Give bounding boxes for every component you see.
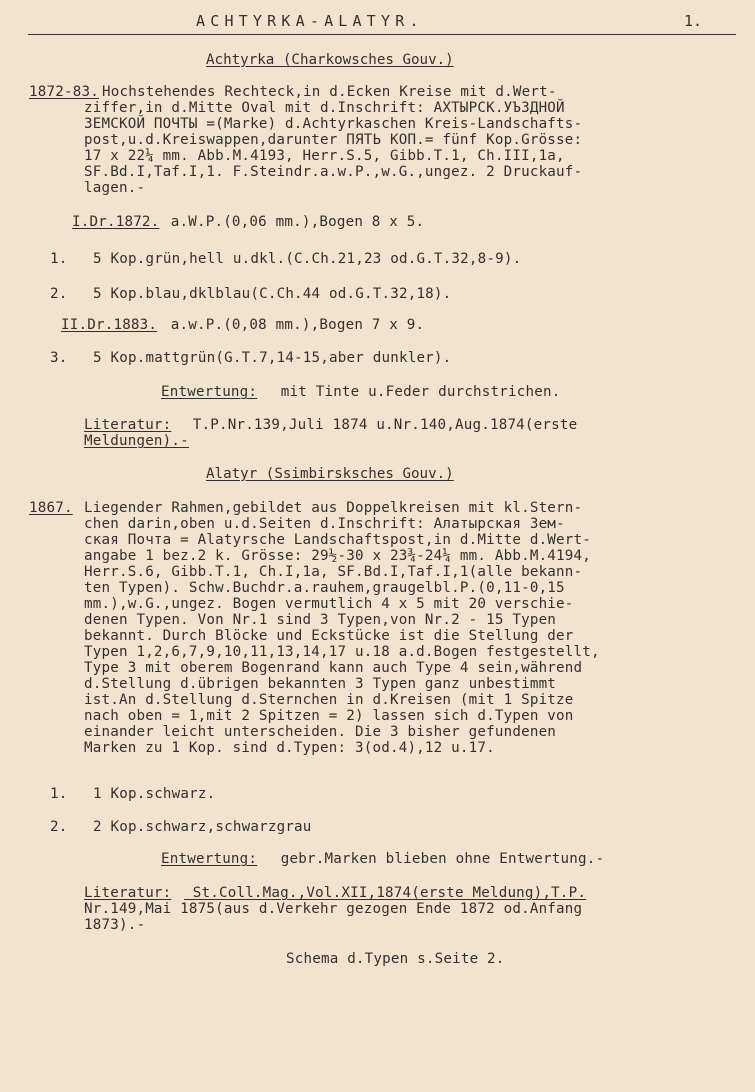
desc-line: Type 3 mit oberem Bogenrand kann auch Type 4 sein,während — [84, 660, 583, 676]
desc-line: ziffer,in d.Mitte Oval mit d.Inschrift: АХТЫРСК.УЪЗДНОЙ — [84, 100, 565, 116]
desc-line: nach oben = 1,mit 2 Spitzen = 2) lassen sich d.Typen von — [84, 708, 574, 724]
desc-line: mm.),w.G.,ungez. Bogen vermutlich 4 x 5 mit 20 verschie- — [84, 596, 574, 612]
desc-line: angabe 1 bez.2 k. Grösse: 29½-30 x 23¾-24¼ mm. Abb.M.4194, — [84, 548, 592, 564]
desc-line: bekannt. Durch Blöcke und Eckstücke ist die Stellung der — [84, 628, 574, 644]
item-text: 5 Kop.blau,dklblau(C.Ch.44 od.G.T.32,18). — [93, 286, 452, 302]
literature-text: St.Coll.Mag.,Vol.XII,1874(erste Meldung),T.P. — [184, 885, 587, 901]
desc-line: einander leicht unterscheiden. Die 3 bisher gefundenen — [84, 724, 557, 740]
issue-date-achtyrka: 1872-83. — [29, 84, 99, 100]
desc-line: denen Typen. Von Nr.1 sind 3 Typen,von Nr.2 - 15 Typen — [84, 612, 557, 628]
item-text: 1 Kop.schwarz. — [93, 786, 216, 802]
desc-line: ская Почта = Alatyrsche Landschaftspost,in d.Mitte d.Wert- — [84, 532, 592, 548]
literature-label: Literatur: — [84, 417, 172, 433]
desc-line: ist.An d.Stellung d.Sternchen in d.Kreisen (mit 1 Spitze — [84, 692, 574, 708]
desc-line: SF.Bd.I,Taf.I,1. F.Steindr.a.w.P.,w.G.,ungez. 2 Druckauf- — [84, 164, 583, 180]
page-header-title: ACHTYRKA-ALATYR. — [196, 12, 424, 30]
printing-text: a.W.P.(0,06 mm.),Bogen 8 x 5. — [162, 214, 425, 230]
printing-text: a.w.P.(0,08 mm.),Bogen 7 x 9. — [162, 317, 425, 333]
cancellation-label: Entwertung: — [161, 384, 258, 400]
literature-text: 1873).- — [84, 917, 146, 933]
desc-line: Herr.S.6, Gibb.T.1, Ch.I,1a, SF.Bd.I,Taf.I,1(alle bekann- — [84, 564, 583, 580]
issue-date-alatyr: 1867. — [29, 500, 73, 516]
cancellation-label: Entwertung: — [161, 851, 258, 867]
literature-label: Literatur: — [84, 885, 172, 901]
desc-line: ЗЕМСКОЙ ПОЧТЫ =(Marke) d.Achtyrkaschen Kreis-Landschafts- — [84, 116, 583, 132]
item-number: 3. — [50, 350, 68, 366]
item-number: 1. — [50, 251, 68, 267]
cancellation-text: mit Tinte u.Feder durchstrichen. — [272, 384, 561, 400]
literature-text: T.P.Nr.139,Juli 1874 u.Nr.140,Aug.1874(erste — [184, 417, 578, 433]
item-number: 1. — [50, 786, 68, 802]
desc-line: chen darin,oben u.d.Seiten d.Inschrift: Алатырская Зем- — [84, 516, 565, 532]
desc-line: Hochstehendes Rechteck,in d.Ecken Kreise mit d.Wert- — [102, 84, 557, 100]
item-text: 5 Kop.grün,hell u.dkl.(C.Ch.21,23 od.G.T.32,8-9). — [93, 251, 522, 267]
desc-line: post,u.d.Kreiswappen,darunter ПЯТЬ КОП.= fünf Kop.Grösse: — [84, 132, 583, 148]
page-number: 1. — [684, 12, 703, 30]
header-rule — [28, 34, 736, 35]
section-title-alatyr: Alatyr (Ssimbirsksches Gouv.) — [206, 466, 454, 482]
desc-line: 17 x 22¼ mm. Abb.M.4193, Herr.S.5, Gibb.T.1, Ch.III,1a, — [84, 148, 565, 164]
desc-line: lagen.- — [84, 180, 146, 196]
desc-line: ten Typen). Schw.Buchdr.a.rauhem,graugelbl.P.(0,11-0,15 — [84, 580, 565, 596]
schema-note: Schema d.Typen s.Seite 2. — [286, 951, 505, 967]
item-number: 2. — [50, 819, 68, 835]
item-text: 5 Kop.mattgrün(G.T.7,14-15,aber dunkler). — [93, 350, 452, 366]
literature-text: Nr.149,Mai 1875(aus d.Verkehr gezogen Ende 1872 od.Anfang — [84, 901, 583, 917]
item-text: 2 Kop.schwarz,schwarzgrau — [93, 819, 312, 835]
literature-text: Meldungen).- — [84, 433, 189, 449]
desc-line: d.Stellung d.übrigen bekannten 3 Typen ganz unbestimmt — [84, 676, 557, 692]
cancellation-text: gebr.Marken blieben ohne Entwertung.- — [272, 851, 605, 867]
printing-label: I.Dr.1872. — [72, 214, 160, 230]
printing-label: II.Dr.1883. — [61, 317, 158, 333]
item-number: 2. — [50, 286, 68, 302]
desc-line: Typen 1,2,6,7,9,10,11,13,14,17 u.18 a.d.Bogen festgestellt, — [84, 644, 600, 660]
section-title-achtyrka: Achtyrka (Charkowsches Gouv.) — [206, 52, 454, 68]
desc-line: Marken zu 1 Kop. sind d.Typen: 3(od.4),12 u.17. — [84, 740, 495, 756]
desc-line: Liegender Rahmen,gebildet aus Doppelkreisen mit kl.Stern- — [84, 500, 583, 516]
